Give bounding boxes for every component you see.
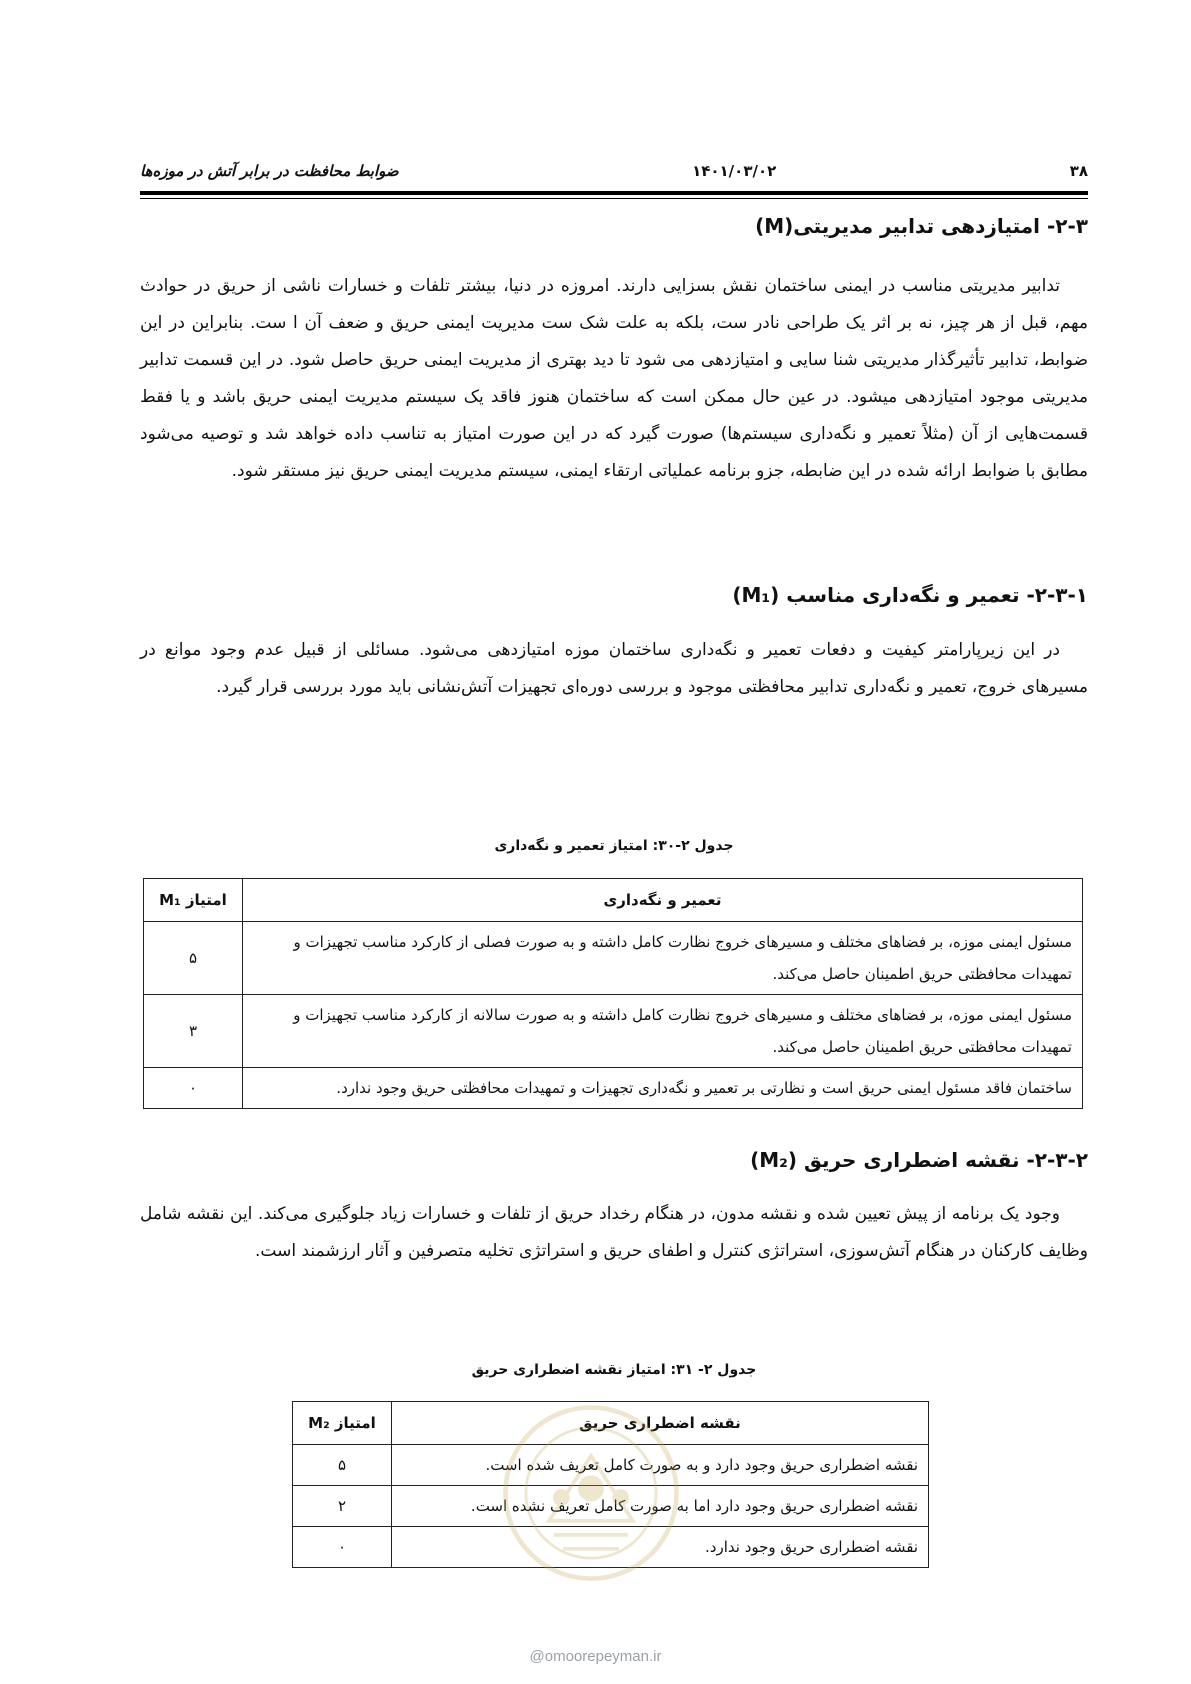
page-number: ۳۸ [1069,162,1088,180]
header-rule [140,191,1088,195]
table-cell-score: ۵ [144,922,243,995]
table-cell-desc: ساختمان فاقد مسئول ایمنی حریق است و نظارتی بر تعمیر و نگه‌داری تجهیزات و تمهیدات محافظتی حریق وجود ندارد. [243,1068,1083,1109]
table-header-score: امتیاز M₁ [144,879,243,922]
table-cell-score: ۳ [144,995,243,1068]
running-header [140,158,1088,184]
table-cell-score: ۵ [293,1445,392,1486]
watermark-url: @omoorepeyman.ir [529,1648,662,1665]
at-icon: @ [529,1648,545,1665]
header-date: ۱۴۰۱/۰۳/۰۲ [692,162,777,180]
table-cell-score: ۲ [293,1486,392,1527]
table-cell-desc: نقشه اضطراری حریق وجود دارد و به صورت کامل تعریف شده است. [392,1445,929,1486]
table-cell-score: ۰ [144,1068,243,1109]
maintenance-score-table [143,878,1083,1109]
table-row [144,922,1083,995]
table-caption-m1: جدول ۲-۳۰: امتیاز تعمیر و نگه‌داری [494,838,734,854]
header-rule-thin [140,198,1088,199]
section-paragraph-m1: در این زیرپارامتر کیفیت و دفعات تعمیر و نگه‌داری ساختمان موزه امتیازدهی می‌شود. مسائلی از قبیل عدم وجود موانع در مسیرهای خروج، تعمیر و نگه‌داری تدابیر محافظتی موجود و بررسی دوره‌ای تجهیزات آتش‌نشانی باید مورد بررسی قرار گیرد. [140,640,1088,697]
header-title: ضوابط محافظت در برابر آتش در موزه‌ها [140,162,399,180]
table-cell-desc: نقشه اضطراری حریق وجود ندارد. [392,1527,929,1568]
section-heading-m2: ۲-۳-۲- نقشه اضطراری حریق (M₂) [750,1148,1088,1172]
table-header-score: امتیاز M₂ [293,1402,392,1445]
section-heading-m1: ۲-۳-۱- تعمیر و نگه‌داری مناسب (M₁) [732,583,1088,607]
table-row [144,995,1083,1068]
table-header-row [144,879,1083,922]
table-row [144,1068,1083,1109]
table-cell-desc: نقشه اضطراری حریق وجود دارد اما به صورت کامل تعریف نشده است. [392,1486,929,1527]
table-header-desc: نقشه اضطراری حریق [392,1402,929,1445]
section-paragraph-management: تدابیر مدیریتی مناسب در ایمنی ساختمان نقش بسزایی دارند. امروزه در دنیا، بیشتر تلفات و خسارات ناشی از حریق در حوادث مهم، قبل از هر چیز، نه بر اثر یک طراحی نادر ست، بلکه به علت شک ست مدیریت ایمنی حریق و ضعف آن ا ست. بنابراین در این ضوابط، تدابیر تأثیرگذار مدیریتی شنا سایی و امتیازدهی می شود تا دید بهتری از مدیریت ایمنی حریق حاصل شود. در این قسمت تدابیر مدیریتی موجود امتیازدهی میشود. در عین حال ممکن است که ساختمان هنوز فاقد یک سیستم مدیریت ایمنی حریق باشد و یا فقط قسمت‌هایی از آن (مثلاً تعمیر و نگه‌داری سیستم‌ها) صورت گیرد که در این صورت امتیاز به تناسب داده خواهد شد و توصیه می‌شود مطابق با ضوابط ارائه شده در این ضابطه، جزو برنامه عملیاتی ارتقاء ایمنی، سیستم مدیریت ایمنی حریق نیز مستقر شود. [140,276,1088,481]
table-caption-m2: جدول ۲- ۳۱: امتیاز نقشه اضطراری حریق [471,1362,757,1378]
table-cell-score: ۰ [293,1527,392,1568]
section-heading-management: ۲-۳- امتیازدهی تدابیر مدیریتی(M) [755,214,1088,238]
section-paragraph-m2: وجود یک برنامه از پیش تعیین شده و نقشه مدون، در هنگام رخداد حریق از تلفات و خسارات زیاد جلوگیری می‌کند. این نقشه شامل وظایف کارکنان در هنگام آتش‌سوزی، استراتژی کنترل و اطفای حریق و استراتژی تخلیه متصرفین و آثار ارزشمند است. [140,1204,1088,1261]
table-cell-desc: مسئول ایمنی موزه، بر فضاهای مختلف و مسیرهای خروج نظارت کامل داشته و به صورت فصلی از کارکرد مناسب تجهیزات و تمهیدات محافظتی حریق اطمینان حاصل می‌کند. [243,922,1083,995]
seal-watermark-icon [498,1400,684,1586]
table-cell-desc: مسئول ایمنی موزه، بر فضاهای مختلف و مسیرهای خروج نظارت کامل داشته و به صورت سالانه از کارکرد مناسب تجهیزات و تمهیدات محافظتی حریق اطمینان حاصل می‌کند. [243,995,1083,1068]
table-header-desc: تعمیر و نگه‌داری [243,879,1083,922]
